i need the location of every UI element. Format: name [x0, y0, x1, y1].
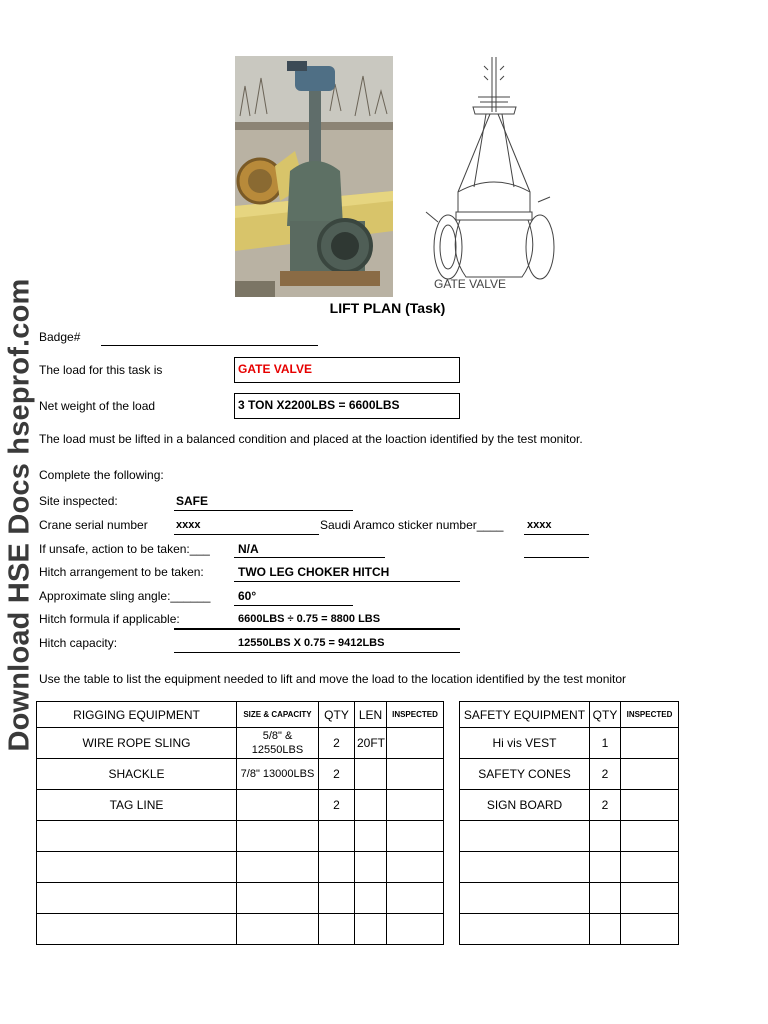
- rigging-cell: [387, 821, 444, 852]
- rigging-cell: [237, 790, 319, 821]
- table-row: [37, 728, 444, 759]
- safety-cell: [460, 914, 590, 945]
- extra-line: [524, 557, 589, 558]
- watermark: Download HSE Docs hseprof.com: [3, 278, 36, 752]
- capacity-value: 12550LBS X 0.75 = 9412LBS: [238, 637, 385, 649]
- safety-header-qty: QTY: [590, 702, 621, 728]
- safety-cell: [460, 852, 590, 883]
- rigging-cell: [237, 852, 319, 883]
- rigging-cell: [319, 821, 355, 852]
- safety-cell: [460, 883, 590, 914]
- safety-cell: SAFETY CONES: [460, 759, 590, 790]
- rigging-header-row: [37, 702, 444, 728]
- safety-cell: [590, 914, 621, 945]
- hitch-arrangement-line: [234, 581, 460, 582]
- table-row: [37, 852, 444, 883]
- safety-cell: [621, 790, 679, 821]
- rigging-cell: 2: [319, 728, 355, 759]
- rigging-header-size: SIZE & CAPACITY: [237, 702, 319, 728]
- rigging-cell: [319, 883, 355, 914]
- table-row: [460, 790, 679, 821]
- complete-label: Complete the following:: [39, 468, 164, 482]
- load-label: The load for this task is: [39, 363, 163, 377]
- safety-cell: [621, 759, 679, 790]
- unsafe-value: N/A: [238, 542, 259, 556]
- rigging-cell: [37, 883, 237, 914]
- badge-label: Badge#: [39, 330, 81, 344]
- formula-value: 6600LBS ÷ 0.75 = 8800 LBS: [238, 613, 381, 625]
- rigging-cell: 5/8" & 12550LBS: [237, 728, 319, 759]
- safety-cell: [621, 821, 679, 852]
- safety-cell: [590, 821, 621, 852]
- sketch-caption: GATE VALVE: [434, 277, 507, 291]
- sling-angle-value: 60°: [238, 589, 257, 603]
- site-line: [174, 510, 353, 511]
- table-row: [460, 759, 679, 790]
- rigging-cell: [387, 914, 444, 945]
- table-row: [37, 821, 444, 852]
- capacity-line: [174, 652, 460, 653]
- rigging-cell: [237, 883, 319, 914]
- unsafe-label: If unsafe, action to be taken:___: [39, 542, 210, 556]
- table-row: [37, 914, 444, 945]
- sling-angle-label: Approximate sling angle:______: [39, 589, 211, 603]
- formula-label: Hitch formula if applicable:: [39, 612, 180, 626]
- safety-header-equipment: SAFETY EQUIPMENT: [460, 702, 590, 728]
- site-value: SAFE: [176, 494, 209, 508]
- rigging-cell: [355, 790, 387, 821]
- sling-angle-line: [234, 605, 353, 606]
- site-label: Site inspected:: [39, 494, 118, 508]
- table-row: [460, 914, 679, 945]
- safety-equipment-table: [459, 701, 679, 945]
- safety-cell: [460, 821, 590, 852]
- table-row: [460, 728, 679, 759]
- rigging-cell: [37, 914, 237, 945]
- rigging-cell: WIRE ROPE SLING: [37, 728, 237, 759]
- rigging-cell: [355, 914, 387, 945]
- rigging-cell: [387, 852, 444, 883]
- weight-label: Net weight of the load: [39, 399, 156, 413]
- rigging-cell: [355, 821, 387, 852]
- table-row: [460, 821, 679, 852]
- rigging-header-equipment: RIGGING EQUIPMENT: [37, 702, 237, 728]
- table-instruction: Use the table to list the equipment needed to lift and move the load to the location identified by the test monitor: [39, 672, 627, 686]
- unsafe-line: [234, 557, 385, 558]
- rigging-cell: [319, 852, 355, 883]
- rigging-equipment-table: [36, 701, 444, 945]
- rigging-cell: [355, 883, 387, 914]
- table-row: [37, 790, 444, 821]
- table-row: [460, 883, 679, 914]
- crane-value: xxxx: [176, 519, 201, 531]
- hitch-arrangement-label: Hitch arrangement to be taken:: [39, 565, 204, 579]
- safety-cell: 1: [590, 728, 621, 759]
- rigging-cell: [387, 790, 444, 821]
- rigging-cell: 20FT: [355, 728, 387, 759]
- rigging-cell: 7/8" 13000LBS: [237, 759, 319, 790]
- rigging-cell: TAG LINE: [37, 790, 237, 821]
- rigging-cell: SHACKLE: [37, 759, 237, 790]
- rigging-cell: [237, 821, 319, 852]
- balanced-text: The load must be lifted in a balanced condition and placed at the loaction identified by the test monitor.: [39, 432, 583, 446]
- safety-header-row: [460, 702, 679, 728]
- rigging-header-len: LEN: [355, 702, 387, 728]
- rigging-cell: [355, 852, 387, 883]
- safety-cell: [590, 883, 621, 914]
- rigging-header-inspected: INSPECTED: [387, 702, 444, 728]
- rigging-cell: [37, 852, 237, 883]
- capacity-label: Hitch capacity:: [39, 636, 118, 650]
- sticker-line: [524, 534, 589, 535]
- safety-header-inspected: INSPECTED: [621, 702, 679, 728]
- safety-cell: [621, 852, 679, 883]
- hitch-arrangement-value: TWO LEG CHOKER HITCH: [238, 565, 390, 579]
- safety-cell: [621, 883, 679, 914]
- table-row: [460, 852, 679, 883]
- rigging-cell: [387, 728, 444, 759]
- table-row: [37, 883, 444, 914]
- badge-line: [101, 345, 318, 346]
- load-value-box: GATE VALVE: [234, 357, 460, 383]
- safety-cell: 2: [590, 759, 621, 790]
- crane-label: Crane serial number: [39, 518, 148, 532]
- formula-line: [174, 628, 460, 630]
- rigging-cell: [387, 759, 444, 790]
- safety-cell: Hi vis VEST: [460, 728, 590, 759]
- safety-cell: SIGN BOARD: [460, 790, 590, 821]
- safety-cell: [621, 914, 679, 945]
- gate-valve-sketch: [418, 52, 558, 297]
- rigging-header-qty: QTY: [319, 702, 355, 728]
- crane-line: [174, 534, 319, 535]
- sticker-value: xxxx: [527, 519, 552, 531]
- rigging-cell: [355, 759, 387, 790]
- gate-valve-photo: [235, 56, 393, 297]
- rigging-cell: [319, 914, 355, 945]
- rigging-cell: [237, 914, 319, 945]
- rigging-cell: [387, 883, 444, 914]
- sticker-label: Saudi Aramco sticker number____: [320, 518, 504, 532]
- rigging-cell: [37, 821, 237, 852]
- rigging-cell: 2: [319, 759, 355, 790]
- table-row: [37, 759, 444, 790]
- safety-cell: 2: [590, 790, 621, 821]
- weight-value-box: 3 TON X2200LBS = 6600LBS: [234, 393, 460, 419]
- page-title: LIFT PLAN (Task): [329, 300, 446, 316]
- safety-cell: [590, 852, 621, 883]
- safety-cell: [621, 728, 679, 759]
- rigging-cell: 2: [319, 790, 355, 821]
